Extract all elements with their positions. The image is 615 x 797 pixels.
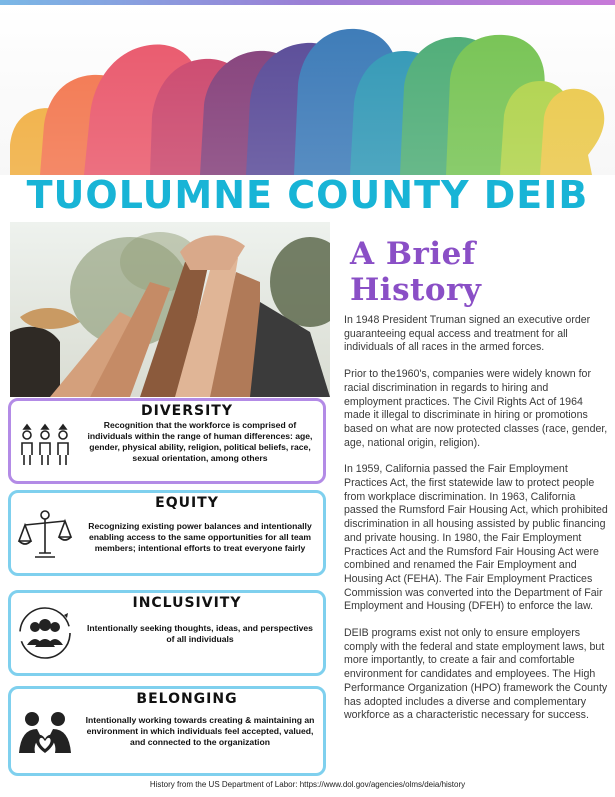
hero-silhouettes-image: [0, 5, 615, 175]
inclusivity-text: Intentionally seeking thoughts, ideas, and perspectives of all individuals: [87, 623, 313, 644]
equity-title: EQUITY: [155, 495, 219, 511]
history-heading: A Brief History: [350, 236, 482, 308]
belonging-card: [8, 686, 326, 776]
high-five-photo: [10, 222, 330, 397]
diversity-title: DIVERSITY: [141, 403, 233, 419]
history-paragraph: In 1948 President Truman signed an executive order guaranteeing equal access and treatment for all individuals of all races in the armed forces.: [344, 314, 591, 354]
inclusivity-title: INCLUSIVITY: [132, 595, 242, 611]
diversity-text: Recognition that the workforce is comprised of individuals within the range of human differences: age, gender, physical ability, religion, political beliefs, race, sexual orientation, among others: [87, 420, 313, 463]
belonging-title: BELONGING: [136, 691, 238, 707]
people-heart-icon: [17, 707, 73, 763]
source-footer: History from the US Department of Labor: https://www.dol.gov/agencies/olms/deia/history: [149, 780, 466, 789]
history-section: [344, 236, 608, 736]
inclusivity-card: [8, 590, 326, 676]
scales-icon: [17, 507, 73, 563]
history-paragraph: Prior to the1960's, companies were widely known for racial discrimination in regards to hiring and employment practices. The Civil Rights Act of 1964 made it illegal to discriminate in hiring or promotions based on what are now protected classes (race, gender, age, national origin, religion).: [344, 368, 608, 449]
history-paragraph: In 1959, California passed the Fair Employment Practices Act, the first statewide law to protect people from workplace discrimination. In 1963, California passed the Rumsford Fair Housing Act, which prohibited discrimination in all housing assisted by public financing and private housing. In 1980, the Fair Employment Practices Act and the Rumsford Fair Housing Act were combined and renamed the Fair Employment and Housing Act (FEHA). The Fair Employment Practices Commission was converted into the Department of Fair Employment and Housing (DFEH) to enforce the law.: [344, 463, 608, 613]
equity-text: Recognizing existing power balances and intentionally enabling access to the same opportunities for all team members; intentional efforts to treat everyone fairly: [88, 521, 312, 553]
belonging-text: Intentionally working towards creating & maintaining an environment in which individuals feel accepted, valued, and connected to the organization: [85, 715, 315, 747]
page-title: TUOLUMNE COUNTY DEIB: [26, 173, 589, 217]
group-cycle-icon: [17, 605, 73, 661]
people-diversity-icon: [17, 417, 73, 473]
diversity-card: [8, 398, 326, 484]
equity-card: [8, 490, 326, 576]
history-paragraph: DEIB programs exist not only to ensure employers comply with the federal and state employment laws, but more importantly, to create a fair and comfortable environment for candidates and employees. The High Performance Organization (HPO) framework the County has adopted includes a diverse and complementary workforce as a characteristic necessary for success.: [344, 627, 608, 722]
